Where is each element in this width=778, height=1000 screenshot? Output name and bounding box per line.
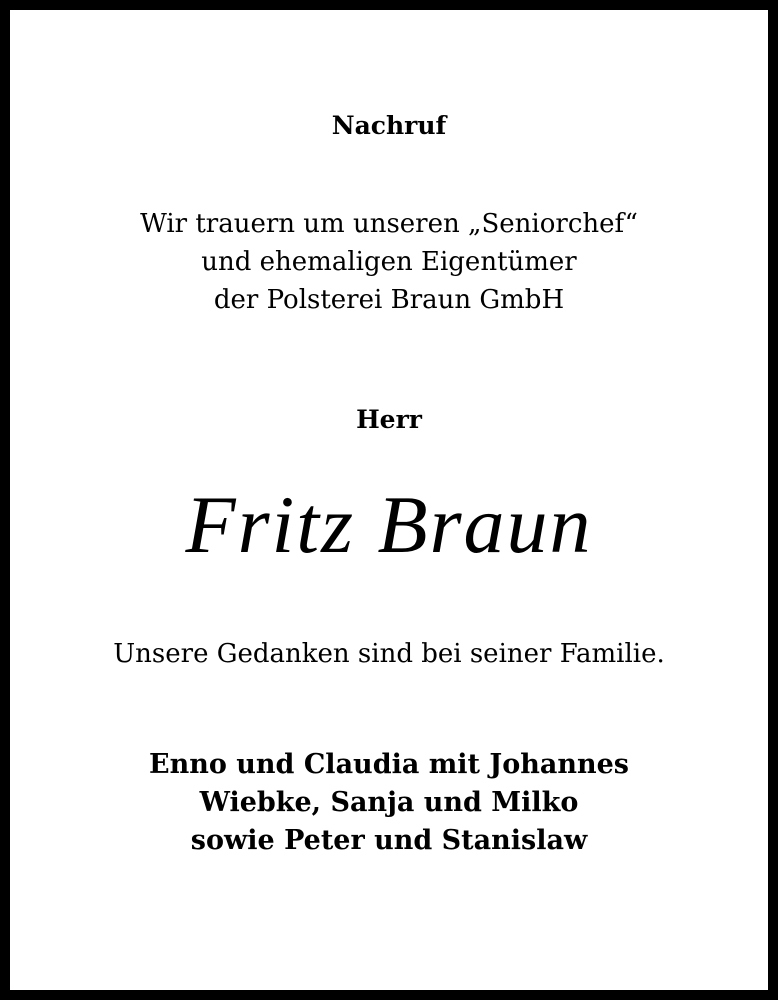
signers-block bbox=[20, 746, 758, 860]
salutation: Herr bbox=[356, 405, 422, 434]
signer-line: Enno und Claudia mit Johannes bbox=[149, 749, 629, 780]
intro-line: Wir trauern um unseren „Seniorchef“ bbox=[140, 209, 638, 239]
intro-line: und ehemaligen Eigentümer bbox=[201, 247, 577, 277]
intro-text bbox=[20, 205, 758, 319]
signer-line: sowie Peter und Stanislaw bbox=[190, 825, 588, 856]
deceased-name: Fritz Braun bbox=[185, 479, 593, 570]
notice-heading: Nachruf bbox=[331, 111, 447, 140]
intro-line: der Polsterei Braun GmbH bbox=[213, 285, 565, 315]
thoughts-text: Unsere Gedanken sind bei seiner Familie. bbox=[113, 639, 665, 669]
signer-line: Wiebke, Sanja und Milko bbox=[199, 787, 579, 818]
